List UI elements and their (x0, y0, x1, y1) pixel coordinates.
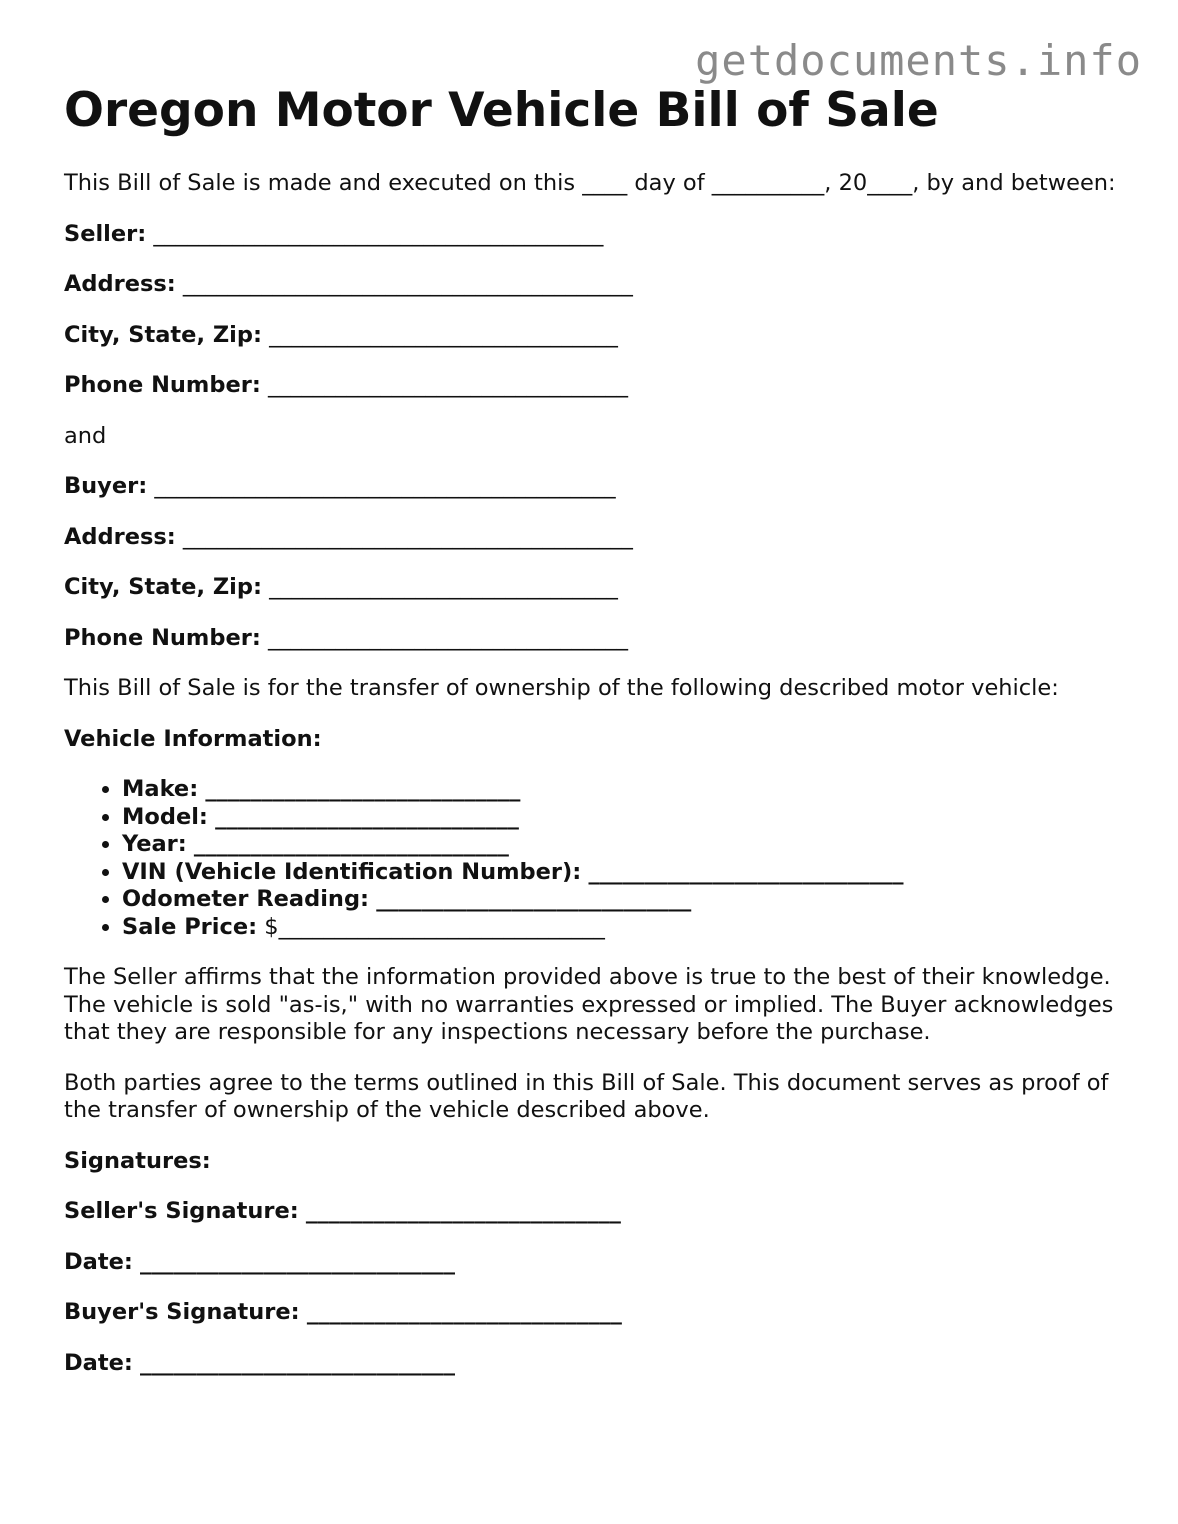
buyer-name-blank[interactable]: _________________________________________ (154, 473, 616, 499)
seller-address-field (64, 271, 1124, 299)
make-blank[interactable]: ____________________________ (205, 776, 521, 802)
buyer-phone-field (64, 625, 1124, 653)
buyer-city-label: City, State, Zip: (64, 574, 262, 600)
list-item-sale-price (122, 914, 1124, 942)
model-blank[interactable]: ___________________________ (215, 803, 519, 830)
list-item-vin (122, 859, 1124, 887)
year-label: Year: (122, 831, 187, 857)
watermark: getdocuments.info (695, 36, 1142, 85)
list-item-year (122, 831, 1124, 859)
seller-city-label: City, State, Zip: (64, 321, 262, 348)
buyer-city-blank[interactable]: _______________________________ (269, 574, 618, 600)
buyer-signature-label: Buyer's Signature: (64, 1299, 300, 1325)
seller-date-label: Date: (64, 1248, 133, 1275)
seller-name-field (64, 221, 1124, 249)
buyer-address-field (64, 524, 1124, 552)
sale-price-blank[interactable]: $_____________________________ (264, 913, 605, 940)
seller-date-field (64, 1249, 1124, 1277)
seller-city-blank[interactable]: _______________________________ (269, 321, 618, 348)
buyer-phone-blank[interactable]: ________________________________ (268, 624, 628, 651)
document-page (64, 80, 1124, 1377)
seller-signature-blank[interactable]: ____________________________ (305, 1198, 621, 1224)
buyer-phone-label: Phone Number: (64, 624, 261, 651)
and-text: and (64, 422, 107, 449)
model-label: Model: (122, 803, 208, 830)
buyer-date-blank[interactable]: ____________________________ (140, 1349, 456, 1376)
vehicle-info-list (64, 776, 1124, 941)
seller-signature-label: Seller's Signature: (64, 1198, 299, 1224)
list-item-make (122, 776, 1124, 804)
intro-paragraph: This Bill of Sale is made and executed on this ____ day of __________, 20____, by and between: (64, 170, 1116, 196)
sale-price-label: Sale Price: (122, 913, 258, 940)
buyer-name-label: Buyer: (64, 473, 148, 499)
buyer-date-field (64, 1350, 1124, 1378)
signatures-heading-text: Signatures: (64, 1147, 211, 1174)
list-item-odometer (122, 886, 1124, 914)
buyer-signature-blank[interactable]: ____________________________ (306, 1299, 622, 1325)
seller-phone-blank[interactable]: ________________________________ (268, 372, 628, 398)
buyer-city-field (64, 574, 1124, 602)
buyer-name-field (64, 473, 1124, 501)
seller-address-blank[interactable]: ________________________________________ (182, 271, 633, 297)
seller-name-blank[interactable]: ________________________________________ (153, 220, 604, 247)
odometer-blank[interactable]: ____________________________ (376, 886, 692, 912)
signatures-heading (64, 1148, 1124, 1176)
seller-name-label: Seller: (64, 220, 147, 247)
vehicle-heading (64, 726, 1124, 754)
make-label: Make: (122, 776, 199, 802)
seller-phone-field (64, 372, 1124, 400)
vehicle-heading-text: Vehicle Information: (64, 725, 322, 752)
list-item-model (122, 804, 1124, 832)
seller-signature-field (64, 1198, 1124, 1226)
buyer-date-label: Date: (64, 1349, 133, 1376)
odometer-label: Odometer Reading: (122, 886, 370, 912)
year-blank[interactable]: ____________________________ (193, 831, 509, 857)
agree-paragraph: Both parties agree to the terms outlined in this Bill of Sale. This document serves as proof of the transfer of ownership of the vehicle described above. (64, 1069, 1109, 1123)
vin-blank[interactable]: ____________________________ (588, 858, 904, 885)
seller-city-field (64, 322, 1124, 350)
transfer-paragraph: This Bill of Sale is for the transfer of ownership of the following described motor vehicle: (64, 675, 1059, 701)
vin-label: VIN (Vehicle Identification Number): (122, 858, 582, 885)
buyer-signature-field (64, 1299, 1124, 1327)
seller-address-label: Address: (64, 271, 176, 297)
seller-phone-label: Phone Number: (64, 372, 261, 398)
buyer-address-blank[interactable]: ________________________________________ (182, 523, 633, 550)
buyer-address-label: Address: (64, 523, 176, 550)
seller-date-blank[interactable]: ____________________________ (140, 1248, 456, 1275)
affirm-paragraph: The Seller affirms that the information provided above is true to the best of their knowledge. The vehicle is sold "as-is," with no warranties expressed or implied. The Buyer acknowledges that they are responsible for any inspections necessary before the purchase. (64, 964, 1114, 1045)
document-title: Oregon Motor Vehicle Bill of Sale (64, 83, 939, 138)
